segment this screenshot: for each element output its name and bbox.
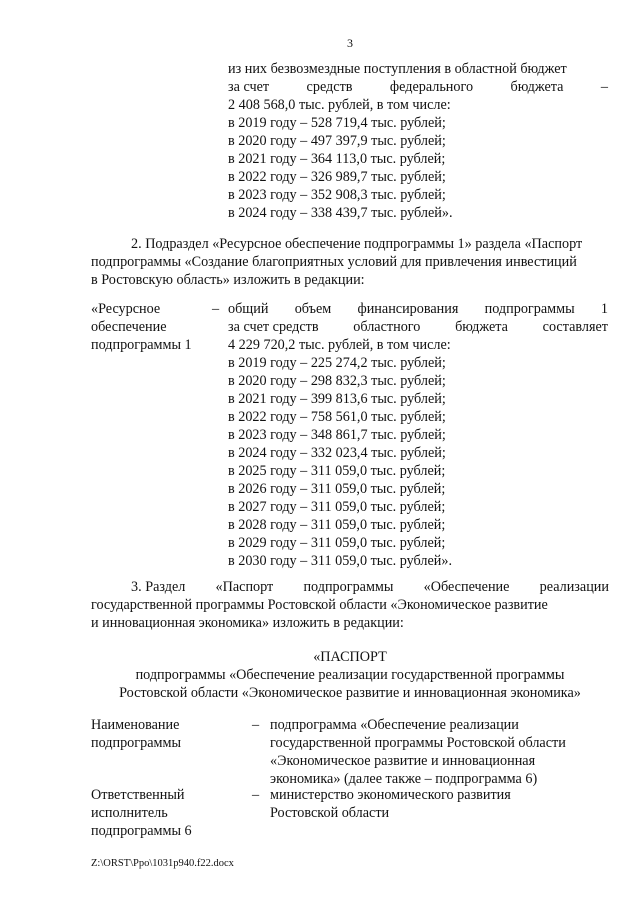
resource-line-1 <box>228 300 608 318</box>
word: реализации <box>539 579 609 595</box>
passport-value-line: «Экономическое развитие и инновационная <box>270 753 536 769</box>
resource-values <box>228 300 608 570</box>
word: составляет <box>542 319 608 335</box>
word: средств <box>306 79 353 95</box>
passport-value-line: Ростовской области <box>270 805 390 821</box>
item-3-line-3: и инновационная экономика» изложить в редакции: <box>91 615 404 631</box>
word: за счет средств <box>228 319 319 335</box>
item-2-paragraph <box>91 235 609 289</box>
word: областного <box>353 319 421 335</box>
passport-value-line: государственной программы Ростовской области <box>270 735 566 751</box>
passport-subtitle-2: Ростовской области «Экономическое развитие и инновационная экономика» <box>119 685 581 701</box>
federal-line-3: 2 408 568,0 тыс. рублей, в том числе: <box>228 97 451 113</box>
federal-year-line: в 2023 году – 352 908,3 тыс. рублей; <box>228 187 446 203</box>
resource-year-line: в 2030 году – 311 059,0 тыс. рублей». <box>228 553 452 569</box>
resource-year-line: в 2026 году – 311 059,0 тыс. рублей; <box>228 481 446 497</box>
item-3-line-1 <box>91 578 609 596</box>
word: федерального <box>389 79 474 95</box>
passport-label-line: Ответственный <box>91 787 185 803</box>
passport-subtitle-1: подпрограммы «Обеспечение реализации государственной программы <box>135 667 565 683</box>
passport-row-name-label <box>91 716 251 752</box>
word: финансирования <box>357 301 459 317</box>
resource-year-line: в 2024 году – 332 023,4 тыс. рублей; <box>228 445 446 461</box>
passport-value-line: министерство экономического развития <box>270 787 511 803</box>
passport-value-line: подпрограмма «Обеспечение реализации <box>270 717 519 733</box>
resource-dash: – <box>212 301 220 317</box>
federal-year-line: в 2021 году – 364 113,0 тыс. рублей; <box>228 151 446 167</box>
resource-year-line: в 2029 году – 311 059,0 тыс. рублей; <box>228 535 446 551</box>
resource-year-line: в 2028 году – 311 059,0 тыс. рублей; <box>228 517 446 533</box>
resource-label-line: подпрограммы 1 <box>91 337 192 353</box>
word: бюджета <box>510 79 564 95</box>
resource-year-line: в 2023 году – 348 861,7 тыс. рублей; <box>228 427 446 443</box>
item-2-line-3: в Ростовскую область» изложить в редакции: <box>91 272 365 288</box>
resource-line-3: 4 229 720,2 тыс. рублей, в том числе: <box>228 337 451 353</box>
word: общий <box>228 301 269 317</box>
word: «Обеспечение <box>423 579 510 595</box>
passport-heading-block <box>0 648 640 702</box>
page-number: 3 <box>347 36 353 50</box>
resource-line-2 <box>228 318 608 336</box>
resource-label-line: обеспечение <box>91 319 167 335</box>
passport-row-dash: – <box>252 717 260 733</box>
federal-line-1: из них безвозмездные поступления в областной бюджет <box>228 61 567 77</box>
passport-value-line: экономика» (далее также – подпрограмма 6) <box>270 771 538 787</box>
resource-label-line: «Ресурсное <box>91 301 161 317</box>
item-3-paragraph <box>91 578 609 632</box>
word: подпрограммы <box>303 579 394 595</box>
passport-label-line: исполнитель <box>91 805 168 821</box>
word: подпрограммы <box>484 301 575 317</box>
passport-heading: «ПАСПОРТ <box>313 649 387 665</box>
resource-year-line: в 2020 году – 298 832,3 тыс. рублей; <box>228 373 446 389</box>
file-path-footer: Z:\ORST\Ppo\1031p940.f22.docx <box>91 858 234 869</box>
word: объем <box>294 301 332 317</box>
federal-line-2 <box>228 78 608 96</box>
passport-row-executor-value <box>270 786 610 822</box>
federal-year-line: в 2022 году – 326 989,7 тыс. рублей; <box>228 169 446 185</box>
word: за счет <box>228 79 270 95</box>
item-2-line-1: 2. Подраздел «Ресурсное обеспечение подпрограммы 1» раздела «Паспорт <box>131 236 583 252</box>
item-3-line-2: государственной программы Ростовской области «Экономическое развитие <box>91 597 548 613</box>
resource-year-line: в 2022 году – 758 561,0 тыс. рублей; <box>228 409 446 425</box>
federal-year-line: в 2024 году – 338 439,7 тыс. рублей». <box>228 205 453 221</box>
resource-label <box>91 300 221 354</box>
word: 1 <box>600 301 608 317</box>
item-2-line-2: подпрограммы «Создание благоприятных условий для привлечения инвестиций <box>91 254 577 270</box>
federal-year-line: в 2019 году – 528 719,4 тыс. рублей; <box>228 115 446 131</box>
word: 3. Раздел <box>131 579 186 595</box>
federal-year-line: в 2020 году – 497 397,9 тыс. рублей; <box>228 133 446 149</box>
resource-year-line: в 2025 году – 311 059,0 тыс. рублей; <box>228 463 446 479</box>
word: – <box>600 79 608 95</box>
passport-label-line: подпрограммы 6 <box>91 823 192 839</box>
resource-year-line: в 2021 году – 399 813,6 тыс. рублей; <box>228 391 446 407</box>
resource-year-line: в 2019 году – 225 274,2 тыс. рублей; <box>228 355 446 371</box>
federal-funding-block <box>228 60 608 222</box>
passport-row-name-value <box>270 716 610 788</box>
passport-label-line: подпрограммы <box>91 735 181 751</box>
word: бюджета <box>455 319 508 335</box>
passport-row-executor-label <box>91 786 251 840</box>
resource-year-line: в 2027 году – 311 059,0 тыс. рублей; <box>228 499 446 515</box>
passport-label-line: Наименование <box>91 717 180 733</box>
word: «Паспорт <box>215 579 274 595</box>
passport-row-dash: – <box>252 787 260 803</box>
